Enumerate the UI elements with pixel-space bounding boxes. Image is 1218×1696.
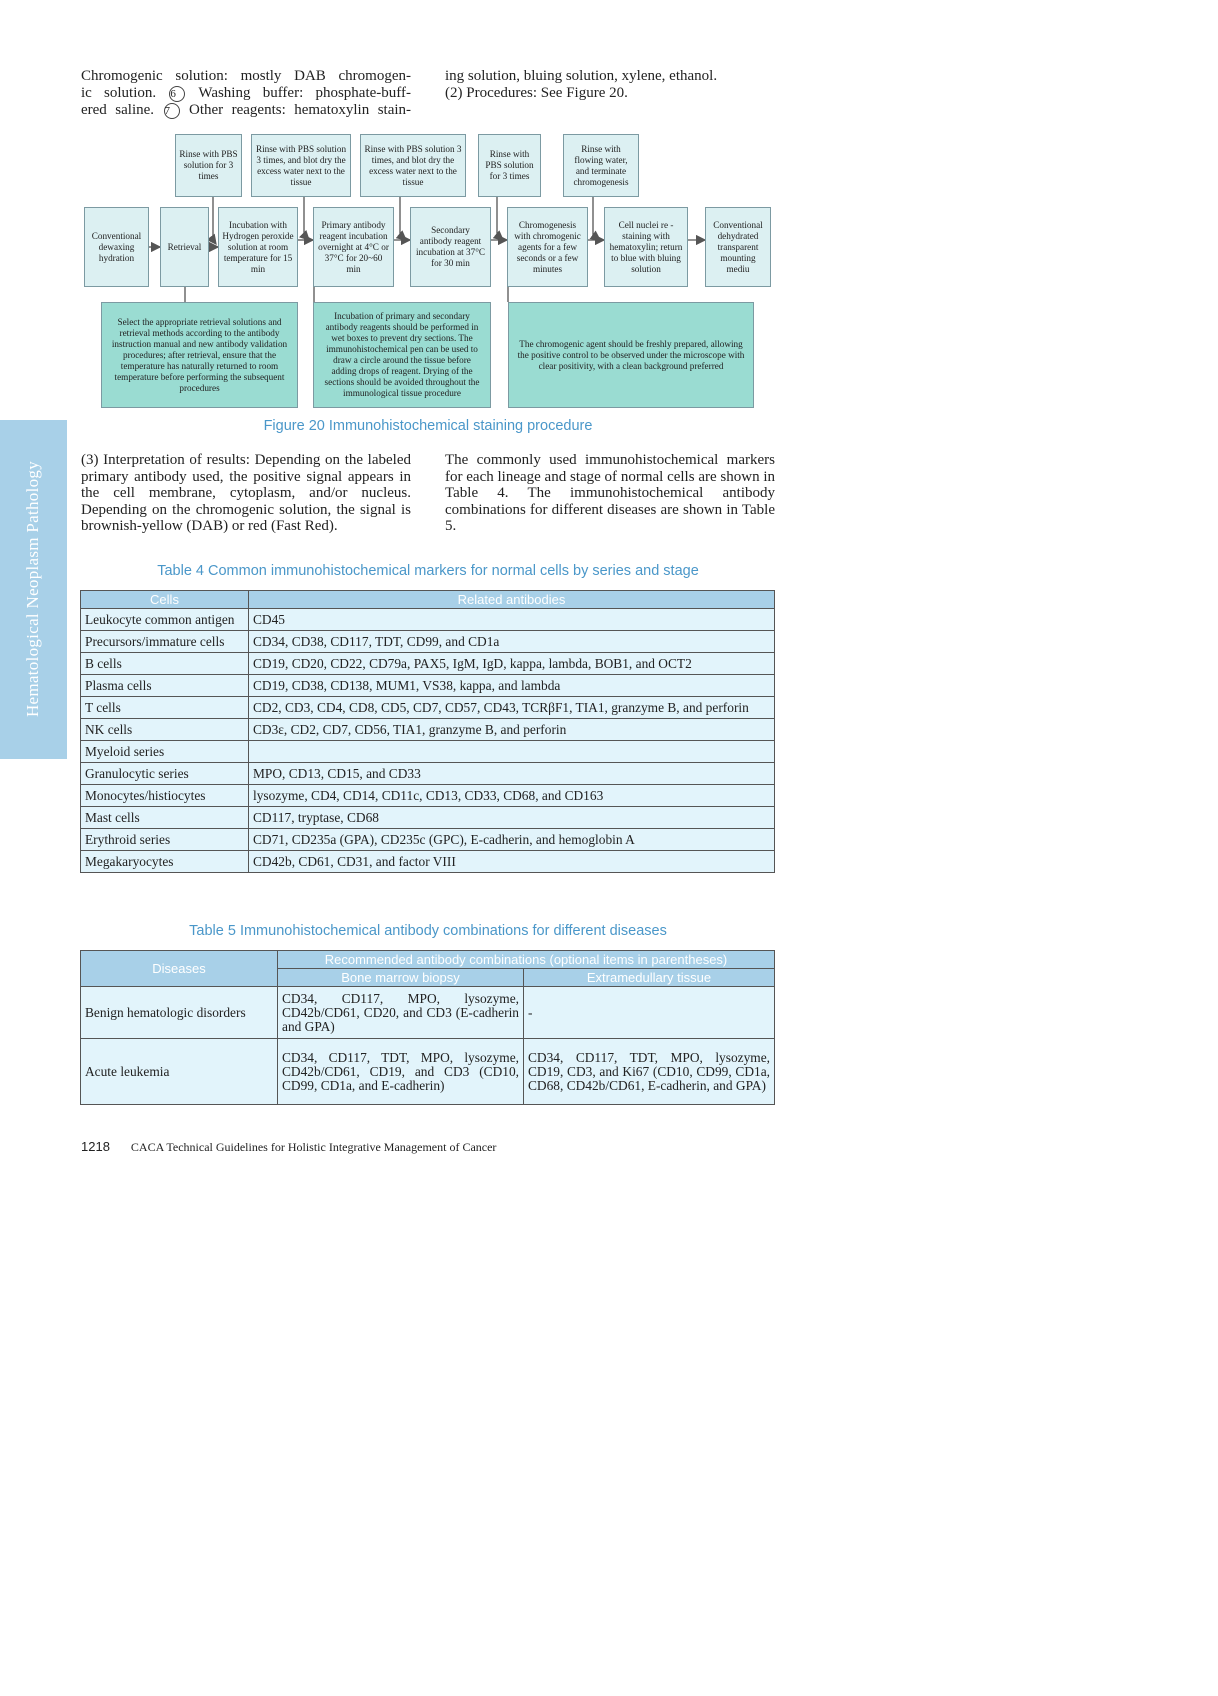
table-row xyxy=(81,653,775,675)
flow-step-dewaxing: Conventional dewaxing hydration xyxy=(84,207,149,287)
flow-box-rinse-5: Rinse with flowing water, and terminate chromogenesis xyxy=(563,134,639,197)
table-row xyxy=(81,807,775,829)
arrow-down xyxy=(400,196,406,240)
page-footer xyxy=(81,1139,496,1155)
flow-box-rinse-4: Rinse with PBS solution for 3 times xyxy=(478,134,541,197)
table-cell: lysozyme, CD4, CD14, CD11c, CD13, CD33, CD68, and CD163 xyxy=(249,785,775,807)
table-cell xyxy=(249,741,775,763)
table-row xyxy=(81,697,775,719)
circled-number-7: 7 xyxy=(164,103,180,119)
interpretation-right: The commonly used immunohistochemical markers for each lineage and stage of normal cells are shown in Table 4. The immunohistochemical antibody combinations for different diseases are shown in Table 5. xyxy=(445,452,775,535)
footer-title: CACA Technical Guidelines for Holistic Integrative Management of Cancer xyxy=(130,1140,497,1154)
table-cell: Benign hematologic disorders xyxy=(81,987,278,1039)
interpretation-left: (3) Interpretation of results: Depending on the labeled primary antibody used, the positive signal appears in the cell membrane, cytoplasm, and/or nucleus. Depending on the chromogenic solution, the signal is brownish-yellow (DAB) or red (Fast Red). xyxy=(81,452,411,535)
table-cell: Megakaryocytes xyxy=(81,851,249,873)
flow-step-counterstain: Cell nuclei re - staining with hematoxylin; return to blue with bluing solution xyxy=(604,207,688,287)
flow-note-retrieval: Select the appropriate retrieval solutions and retrieval methods according to the antibody instruction manual and new antibody validation procedures; after retrieval, ensure that the temperature has naturally returned to room temperature before performing the subsequent procedures xyxy=(101,302,298,408)
table-cell: Acute leukemia xyxy=(81,1039,278,1105)
arrow-down xyxy=(593,196,600,240)
flow-note-chromogenic: The chromogenic agent should be freshly prepared, allowing the positive control to be observed under the microscope with clear positivity, with a clean background preferred xyxy=(508,302,754,408)
table-row xyxy=(81,987,775,1039)
flow-step-peroxide: Incubation with Hydrogen peroxide solution at room temperature for 15 min xyxy=(218,207,298,287)
table-cell: CD117, tryptase, CD68 xyxy=(249,807,775,829)
arrow-down xyxy=(497,196,503,240)
text-span: Washing buffer: phosphate-buff- xyxy=(198,84,412,101)
table-cell: CD34, CD117, TDT, MPO, lysozyme, CD42b/CD61, CD19, and CD3 (CD10, CD99, CD1a, and E-cadherin) xyxy=(278,1039,524,1105)
text-span: Other reagents: hematoxylin stain- xyxy=(189,101,412,118)
figure-caption: Figure 20 Immunohistochemical staining procedure xyxy=(263,418,593,434)
flow-step-mounting: Conventional dehydrated transparent mounting mediu xyxy=(705,207,771,287)
arrow-down xyxy=(213,196,216,244)
flow-box-rinse-3: Rinse with PBS solution 3 times, and blot dry the excess water next to the tissue xyxy=(360,134,466,197)
table-cell: Monocytes/histiocytes xyxy=(81,785,249,807)
table-cell: Plasma cells xyxy=(81,675,249,697)
table-row xyxy=(81,785,775,807)
table-row xyxy=(81,851,775,873)
table-row xyxy=(81,719,775,741)
column-header-cells: Cells xyxy=(81,591,249,609)
flow-step-chromogenesis: Chromogenesis with chromogenic agents for a few seconds or a few minutes xyxy=(507,207,588,287)
column-header-recommended: Recommended antibody combinations (optional items in parentheses) xyxy=(278,951,775,969)
table4-caption: Table 4 Common immunohistochemical markers for normal cells by series and stage xyxy=(157,563,699,579)
table-cell: CD34, CD38, CD117, TDT, CD99, and CD1a xyxy=(249,631,775,653)
table-header-row xyxy=(81,591,775,609)
table-cell: CD45 xyxy=(249,609,775,631)
table-row xyxy=(81,763,775,785)
column-header-extramedullary: Extramedullary tissue xyxy=(524,969,775,987)
flow-box-rinse-1: Rinse with PBS solution for 3 times xyxy=(175,134,242,197)
table-cell: Mast cells xyxy=(81,807,249,829)
table-cell: Erythroid series xyxy=(81,829,249,851)
intro-right-line: (2) Procedures: See Figure 20. xyxy=(445,84,628,101)
table-cell: Granulocytic series xyxy=(81,763,249,785)
flow-step-primary-antibody: Primary antibody reagent incubation overnight at 4°C or 37°C for 20~60 min xyxy=(313,207,394,287)
table-row xyxy=(81,829,775,851)
table-cell: Myeloid series xyxy=(81,741,249,763)
table-cell: B cells xyxy=(81,653,249,675)
arrow-down xyxy=(304,196,309,240)
table-cell: CD42b, CD61, CD31, and factor VIII xyxy=(249,851,775,873)
table-cell: CD71, CD235a (GPA), CD235c (GPC), E-cadherin, and hemoglobin A xyxy=(249,829,775,851)
intro-right-line: ing solution, bluing solution, xylene, ethanol. xyxy=(445,68,718,84)
side-tab-label: Hematological Neoplasm Pathology xyxy=(23,460,42,718)
column-header-antibodies: Related antibodies xyxy=(249,591,775,609)
table-row xyxy=(81,609,775,631)
table-cell: CD19, CD38, CD138, MUM1, VS38, kappa, and lambda xyxy=(249,675,775,697)
table4 xyxy=(80,590,775,873)
table-cell: CD34, CD117, MPO, lysozyme, CD42b/CD61, CD20, and CD3 (E-cadherin and GPA) xyxy=(278,987,524,1039)
flow-step-secondary-antibody: Secondary antibody reagent incubation at 37°C for 30 min xyxy=(410,207,491,287)
table-row xyxy=(81,631,775,653)
table-cell: CD19, CD20, CD22, CD79a, PAX5, IgM, IgD, kappa, lambda, BOB1, and OCT2 xyxy=(249,653,775,675)
page-number: 1218 xyxy=(81,1139,110,1154)
table4-body xyxy=(81,609,775,873)
column-header-bone-marrow: Bone marrow biopsy xyxy=(278,969,524,987)
flow-step-retrieval: Retrieval xyxy=(160,207,209,287)
table-row xyxy=(81,675,775,697)
table-cell: T cells xyxy=(81,697,249,719)
table-row xyxy=(81,741,775,763)
table5-caption: Table 5 Immunohistochemical antibody combinations for different diseases xyxy=(189,923,667,939)
table-cell: Precursors/immature cells xyxy=(81,631,249,653)
flow-note-incubation: Incubation of primary and secondary antibody reagents should be performed in wet boxes to prevent dry sections. The immunohistochemical pen can be used to draw a circle around the tissue before adding drops of reagent. Drying of the sections should be avoided throughout the immunological tissue procedure xyxy=(313,302,491,408)
text-span: ered saline. xyxy=(81,101,155,118)
table5 xyxy=(80,950,775,1105)
intro-left-line: Chromogenic solution: mostly DAB chromogen- xyxy=(81,68,411,84)
flow-box-rinse-2: Rinse with PBS solution 3 times, and blot dry the excess water next to the tissue xyxy=(251,134,351,197)
column-header-diseases: Diseases xyxy=(81,951,278,987)
side-tab xyxy=(0,420,67,759)
table-cell: CD3ε, CD2, CD7, CD56, TIA1, granzyme B, and perforin xyxy=(249,719,775,741)
table-cell: - xyxy=(524,987,775,1039)
table-cell: MPO, CD13, CD15, and CD33 xyxy=(249,763,775,785)
circled-number-6: 6 xyxy=(169,86,185,102)
figure-20-flowchart xyxy=(0,0,1218,420)
table-row xyxy=(81,1039,775,1105)
text-span: ic solution. xyxy=(81,84,157,101)
table-cell: CD34, CD117, TDT, MPO, lysozyme, CD19, CD3, and Ki67 (CD10, CD99, CD1a, CD68, CD42b/CD61, E-cadherin, and GPA) xyxy=(524,1039,775,1105)
table-cell: NK cells xyxy=(81,719,249,741)
table-cell: CD2, CD3, CD4, CD8, CD5, CD7, CD57, CD43, TCRβF1, TIA1, granzyme B, and perforin xyxy=(249,697,775,719)
table-cell: Leukocyte common antigen xyxy=(81,609,249,631)
table-header-row xyxy=(81,951,775,969)
